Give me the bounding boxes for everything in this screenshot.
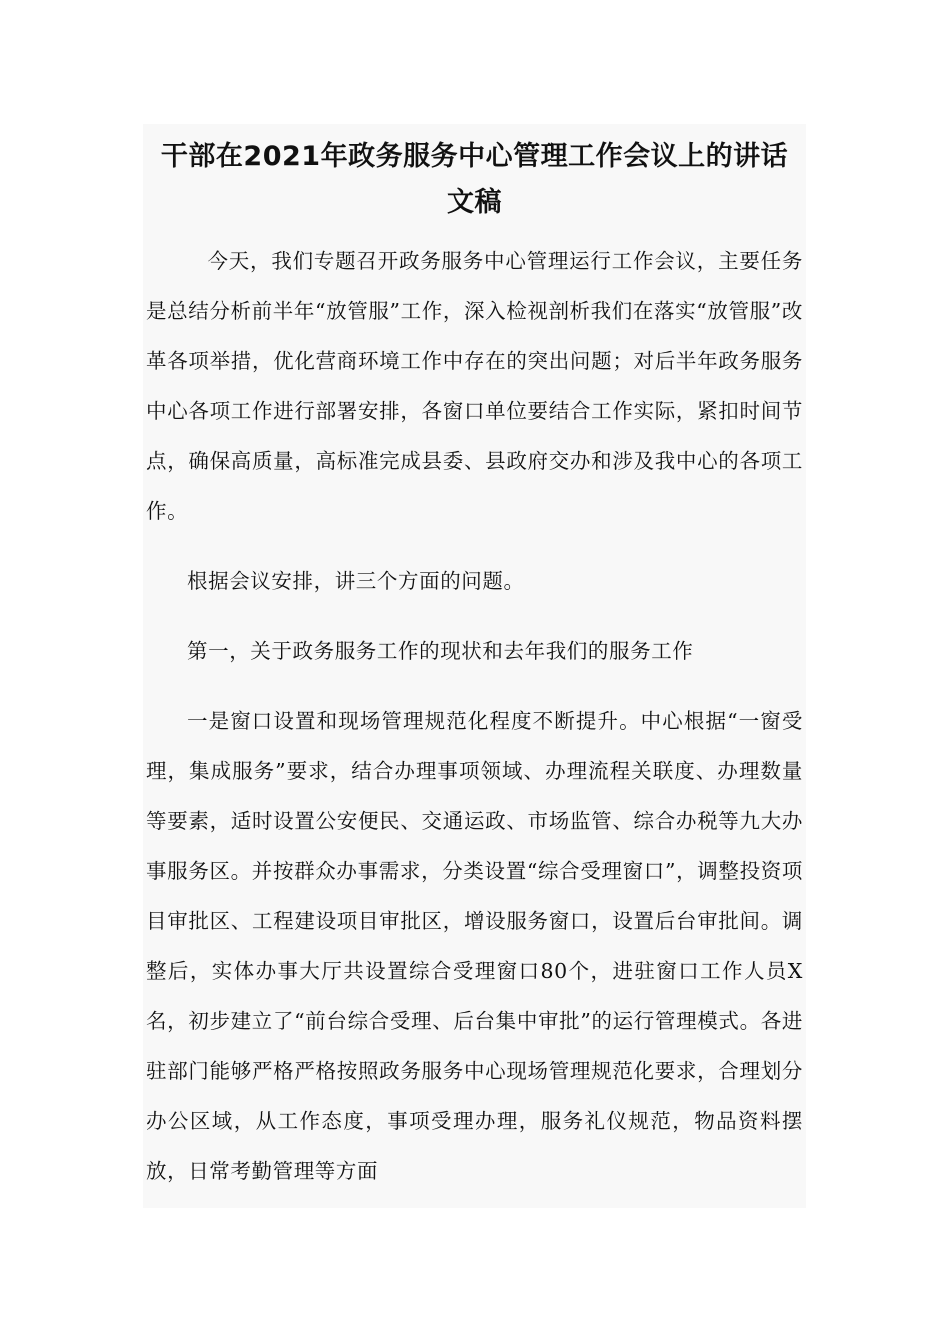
document-title: [143, 124, 806, 226]
document-title-line-2: 文稿: [447, 187, 502, 218]
document-page: [143, 124, 806, 1208]
document-title-line-1: 干部在2021年政务服务中心管理工作会议上的讲话: [160, 141, 789, 172]
paragraph-section-content: 一是窗口设置和现场管理规范化程度不断提升。中心根据“一窗受理，集成服务”要求，结合办理事项领域、办理流程关联度、办理数量等要素，适时设置公安便民、交通运政、市场监管、综合办税等九大办事服务区。并按群众办事需求，分类设置“综合受理窗口”，调整投资项目审批区、工程建设项目审批区，增设服务窗口，设置后台审批间。调整后，实体办事大厅共设置综合受理窗口80个，进驻窗口工作人员X名，初步建立了“前台综合受理、后台集中审批”的运行管理模式。各进驻部门能够严格严格按照政务服务中心现场管理规范化要求，合理划分办公区域，从工作态度，事项受理办理，服务礼仪规范，物品资料摆放，日常考勤管理等方面: [146, 709, 803, 1183]
paragraph-agenda: 根据会议安排，讲三个方面的问题。: [187, 569, 525, 593]
paragraph-section-heading: 第一，关于政务服务工作的现状和去年我们的服务工作: [187, 639, 694, 663]
document-body: [143, 236, 806, 1196]
paragraph-opening: 今天，我们专题召开政务服务中心管理运行工作会议，主要任务是总结分析前半年“放管服”工作，深入检视剖析我们在落实“放管服”改革各项举措，优化营商环境工作中存在的突出问题；对后半年政务服务中心各项工作进行部署安排，各窗口单位要结合工作实际，紧扣时间节点，确保高质量，高标准完成县委、县政府交办和涉及我中心的各项工作。: [146, 249, 803, 523]
